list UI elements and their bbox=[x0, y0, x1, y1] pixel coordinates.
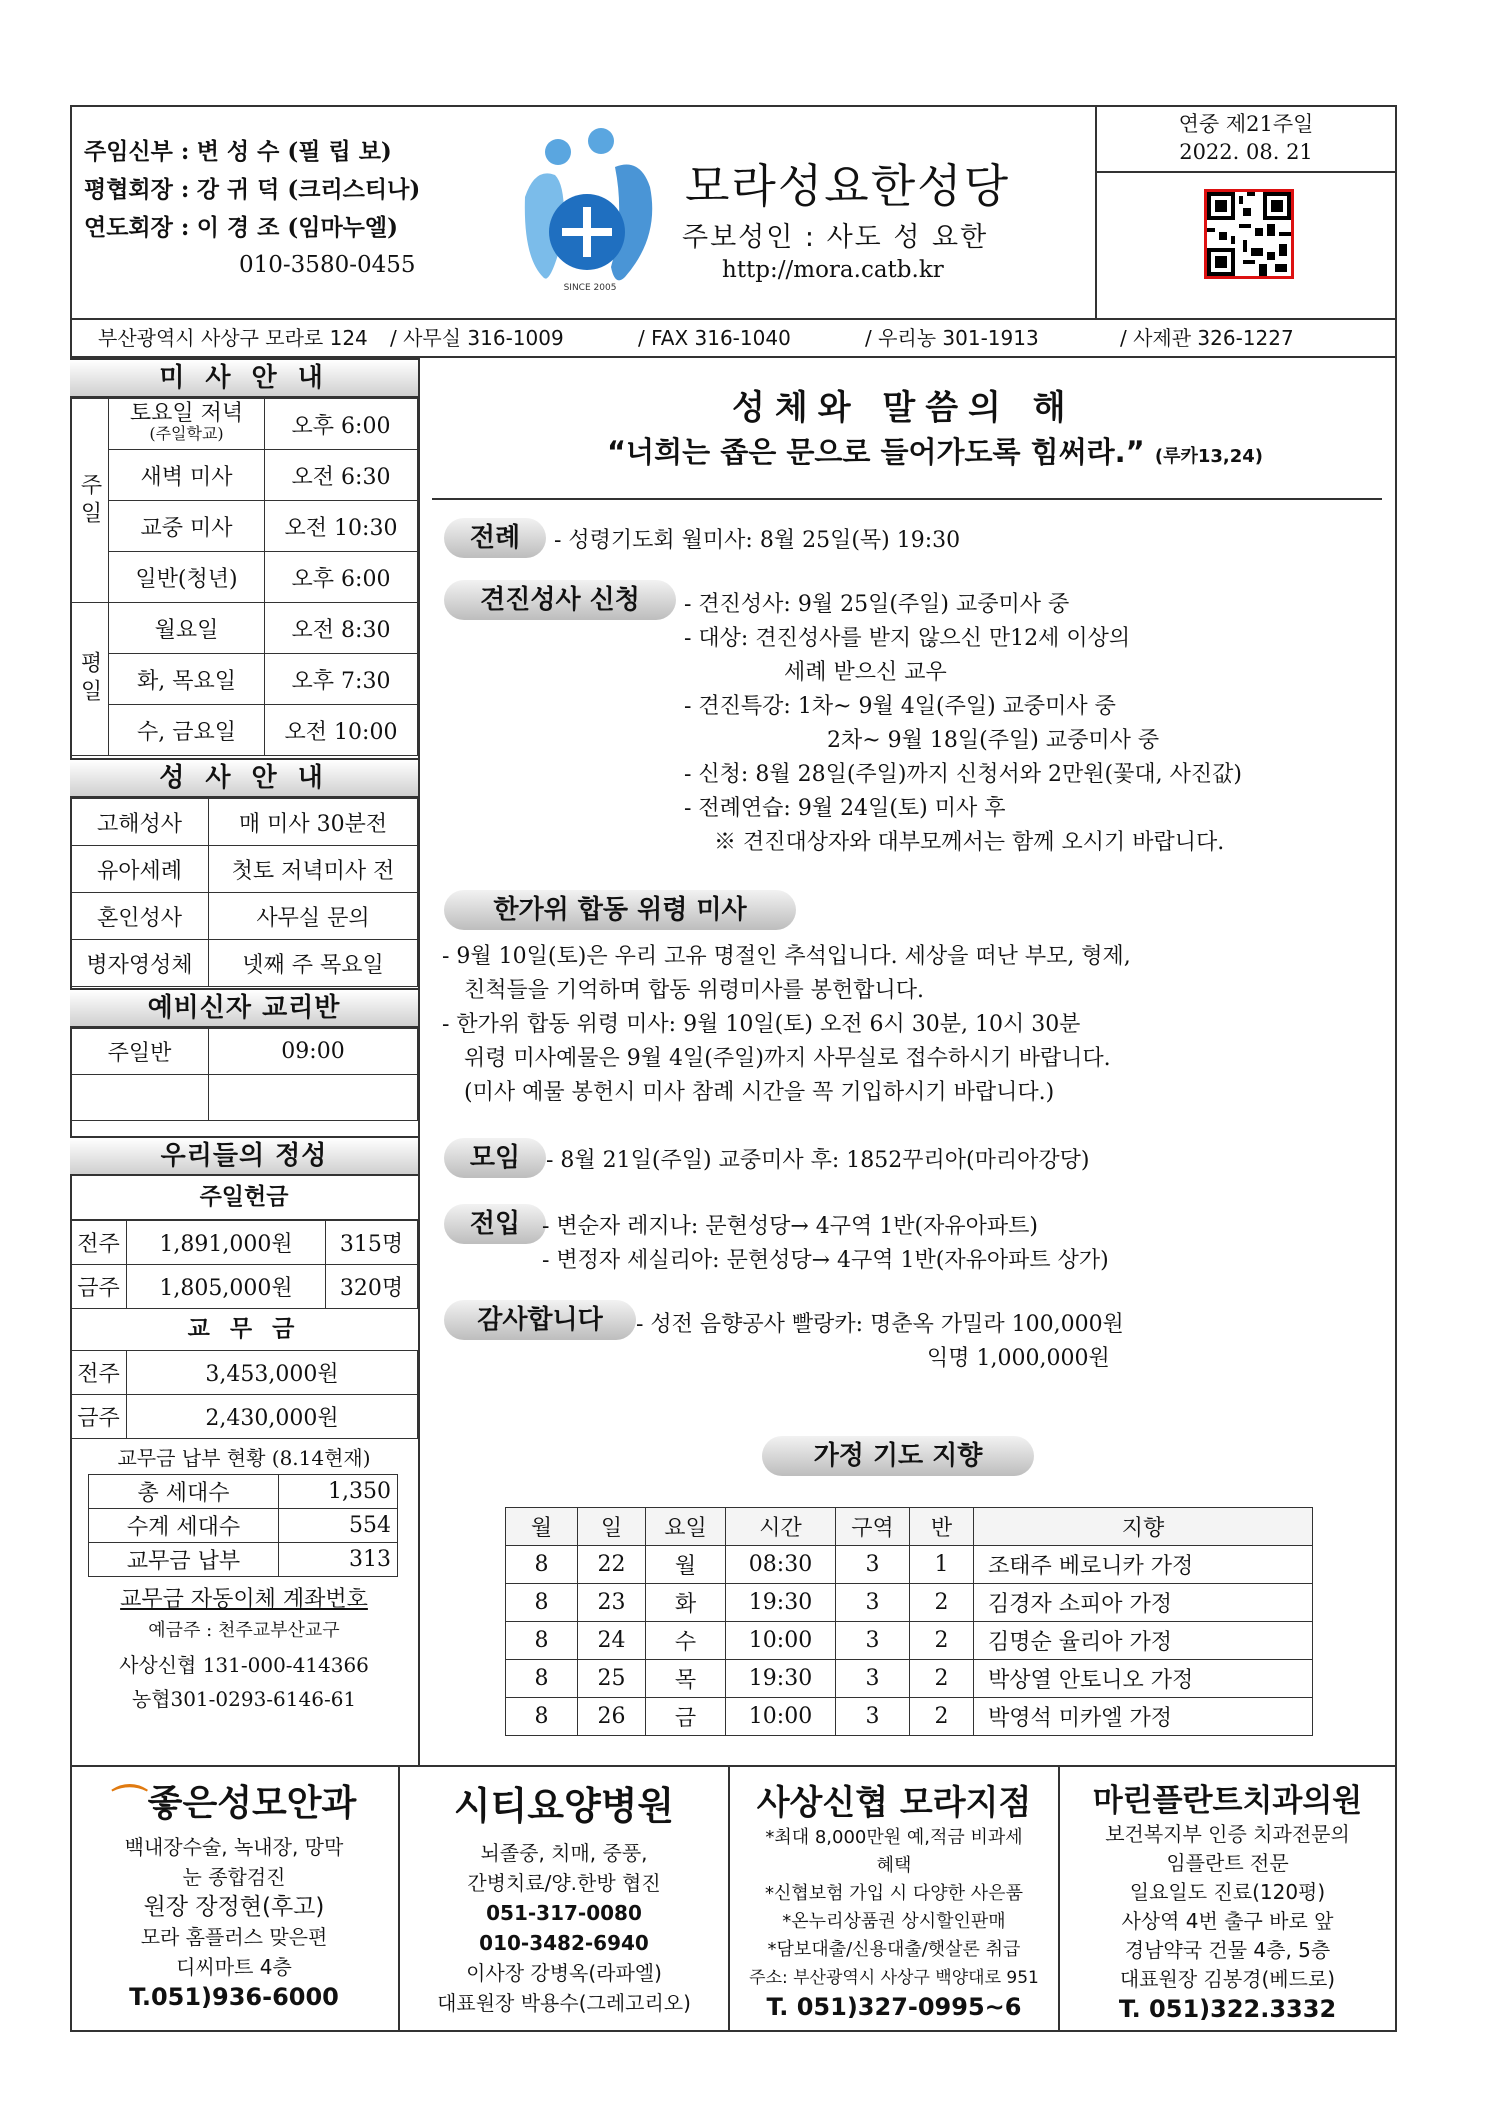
text-cell: T. 051)322.3332 bbox=[1118, 1995, 1337, 2023]
confirmation-line: - 견진특강: 1차~ 9월 4일(주일) 교중미사 중 bbox=[684, 694, 1116, 719]
meeting-line: - 8월 21일(주일) 교중미사 후: 1852꾸리아(마리아강당) bbox=[546, 1148, 1090, 1173]
text-cell: 3 bbox=[836, 1698, 910, 1736]
text-cell: T. 051)327-0995~6 bbox=[766, 1993, 1022, 2021]
text-cell: 315명 bbox=[326, 1221, 418, 1265]
text-cell: 사상신협 모라지점 bbox=[756, 1783, 1032, 1823]
mass-time: 오전 6:30 bbox=[265, 450, 418, 501]
section-liturgy-label: 전례 bbox=[444, 518, 546, 558]
table-row bbox=[506, 1660, 1313, 1698]
text-cell: 10:00 bbox=[726, 1622, 836, 1660]
text-cell: 23 bbox=[578, 1584, 646, 1622]
text-cell: 혼인성사 bbox=[71, 893, 209, 940]
mass-schedule-title: 미 사 안 내 bbox=[70, 358, 418, 398]
text-cell: 24 bbox=[578, 1622, 646, 1660]
text-cell: 3,453,000원 bbox=[127, 1351, 418, 1395]
text-cell: 매 미사 30분전 bbox=[209, 799, 418, 846]
transfer-line: - 변정자 세실리아: 문현성당→ 4구역 1반(자유아파트 상가) bbox=[542, 1248, 1109, 1273]
eye-clinic-logo-icon: ⌒ bbox=[111, 1783, 148, 1824]
text-cell: 19:30 bbox=[726, 1660, 836, 1698]
text-cell: 2,430,000원 bbox=[127, 1395, 418, 1439]
text-cell: 주임신부 : bbox=[84, 138, 190, 165]
catechumen-table bbox=[70, 1028, 418, 1121]
qr-area bbox=[1095, 173, 1395, 320]
text-cell: 지향 bbox=[974, 1508, 1313, 1546]
text-cell: 보건복지부 인증 치과전문의 bbox=[1105, 1822, 1350, 1846]
text-cell: 시티요양병원 bbox=[453, 1784, 675, 1828]
text-cell: 1,805,000원 bbox=[127, 1265, 326, 1309]
confirmation-line: - 신청: 8월 28일(주일)까지 신청서와 2만원(꽃대, 사진값) bbox=[684, 762, 1242, 787]
text-cell: 모라 홈플러스 맞은편 bbox=[140, 1925, 328, 1949]
text-cell: 변 성 수 (필 립 보) bbox=[196, 138, 392, 165]
mass-time: 오후 7:30 bbox=[265, 654, 418, 705]
address-office: / 사무실 316-1009 bbox=[390, 326, 564, 350]
patron-saint: 주보성인 : 사도 성 요한 bbox=[682, 222, 989, 253]
account-lines bbox=[70, 1614, 418, 1716]
text-cell: 원장 장정현(후고) bbox=[143, 1894, 325, 1920]
text-cell: 전주 bbox=[71, 1221, 127, 1265]
text-cell: 요일 bbox=[646, 1508, 726, 1546]
confirmation-line: 2차~ 9월 18일(주일) 교중미사 중 bbox=[827, 728, 1160, 753]
left-column bbox=[70, 358, 420, 1765]
text-cell: 010-3482-6940 bbox=[479, 1931, 649, 1955]
text-cell: 2 bbox=[910, 1698, 974, 1736]
text-cell: 병자영성체 bbox=[71, 940, 209, 987]
text-cell: 혜택 bbox=[876, 1855, 912, 1876]
staff-row bbox=[84, 133, 420, 171]
text-cell: 1,350 bbox=[279, 1475, 398, 1509]
memorial-line: - 9월 10일(토)은 우리 고유 명절인 추석입니다. 세상을 떠난 부모, 형제, bbox=[442, 944, 1131, 969]
parish-url[interactable]: http://mora.catb.kr bbox=[722, 257, 944, 283]
ad-dental-clinic bbox=[1060, 1767, 1395, 2032]
text-cell: 임플란트 전문 bbox=[1166, 1851, 1289, 1875]
text-cell: 월요일 bbox=[109, 603, 265, 654]
table-row bbox=[506, 1698, 1313, 1736]
text-cell: 백내장수술, 녹내장, 망막 bbox=[124, 1835, 344, 1859]
address-fax: / FAX 316-1040 bbox=[638, 326, 791, 350]
prayer-table bbox=[505, 1507, 1313, 1736]
logo-since-text: SINCE 2005 bbox=[563, 283, 617, 293]
text-cell: 주일반 bbox=[71, 1029, 209, 1075]
thanks-line: - 성전 음향공사 빨랑카: 명춘옥 가밀라 100,000원 bbox=[636, 1312, 1124, 1337]
text-cell: 8 bbox=[506, 1546, 578, 1584]
text-cell: 08:30 bbox=[726, 1546, 836, 1584]
text-cell: 김경자 소피아 가정 bbox=[974, 1584, 1313, 1622]
table-row bbox=[506, 1546, 1313, 1584]
section-transfer-label: 전입 bbox=[444, 1204, 546, 1244]
text-cell: 수 bbox=[646, 1622, 726, 1660]
gospel-quote bbox=[607, 430, 1263, 471]
text-cell: 조태주 베로니카 가정 bbox=[974, 1546, 1313, 1584]
ad-eye-clinic bbox=[70, 1767, 400, 2032]
text-cell: 554 bbox=[279, 1509, 398, 1543]
weekday-label: 평일 bbox=[71, 603, 109, 756]
text-cell: 박영석 미카엘 가정 bbox=[974, 1698, 1313, 1736]
staff-row bbox=[84, 209, 420, 247]
text-cell: 경남약국 건물 4층, 5층 bbox=[1124, 1938, 1331, 1962]
text-cell: 뇌졸중, 치매, 중풍, bbox=[480, 1841, 648, 1865]
text-cell: 유아세례 bbox=[71, 846, 209, 893]
text-cell: 주소: 부산광역시 사상구 백양대로 951 bbox=[749, 1968, 1039, 1988]
text-cell: 10:00 bbox=[726, 1698, 836, 1736]
mass-schedule-table bbox=[70, 398, 418, 756]
memorial-line: 친척들을 기억하며 합동 위령미사를 봉헌합니다. bbox=[464, 978, 925, 1003]
account-title: 교무금 자동이체 계좌번호 bbox=[120, 1587, 368, 1612]
text-cell: 1 bbox=[910, 1546, 974, 1584]
text-cell: 마린플란트치과의원 bbox=[1092, 1783, 1363, 1819]
text-cell: 금주 bbox=[71, 1265, 127, 1309]
text-cell: 2 bbox=[910, 1584, 974, 1622]
ad-city-hospital bbox=[400, 1767, 730, 2032]
text-cell: 19:30 bbox=[726, 1584, 836, 1622]
address-bar bbox=[70, 320, 1397, 358]
text-cell: 고해성사 bbox=[71, 799, 209, 846]
text-cell: 8 bbox=[506, 1584, 578, 1622]
address-street: 부산광역시 사상구 모라로 124 bbox=[98, 326, 368, 350]
text-cell: 예금주 : 천주교부산교구 bbox=[148, 1620, 340, 1641]
text-cell: 3 bbox=[836, 1584, 910, 1622]
text-cell: 이 경 조 (임마누엘) bbox=[196, 214, 399, 241]
sunday-offering-title: 주일헌금 bbox=[70, 1176, 418, 1220]
text-cell: 좋은성모안과 bbox=[147, 1783, 357, 1824]
text-cell: 새벽 미사 bbox=[109, 450, 265, 501]
text-cell: 8 bbox=[506, 1660, 578, 1698]
date-box bbox=[1095, 105, 1395, 173]
offering-title: 우리들의 정성 bbox=[70, 1136, 418, 1176]
text-cell: 시간 bbox=[726, 1508, 836, 1546]
text-cell: 눈 종합검진 bbox=[182, 1865, 286, 1889]
staff-list bbox=[84, 133, 420, 284]
table-row bbox=[506, 1622, 1313, 1660]
text-cell: 3 bbox=[836, 1546, 910, 1584]
catechumen-title: 예비신자 교리반 bbox=[70, 988, 418, 1028]
text-cell: 25 bbox=[578, 1660, 646, 1698]
text-cell: 사무실 문의 bbox=[209, 893, 418, 940]
text-cell: 8 bbox=[506, 1622, 578, 1660]
confirmation-line: - 대상: 견진성사를 받지 않으신 만12세 이상의 bbox=[684, 626, 1131, 651]
text-cell: 전주 bbox=[71, 1351, 127, 1395]
mass-time: 오전 10:00 bbox=[265, 705, 418, 756]
divider bbox=[432, 498, 1382, 500]
address-rectory: / 사제관 326-1227 bbox=[1120, 326, 1294, 350]
text-cell: T.051)936-6000 bbox=[129, 1983, 339, 2011]
text-cell: 일요일도 진료(120평) bbox=[1129, 1880, 1326, 1904]
parish-name: 모라성요한성당 bbox=[685, 159, 1011, 213]
dues-title: 교 무 금 bbox=[187, 1316, 301, 1342]
section-thanks-label: 감사합니다 bbox=[444, 1300, 636, 1340]
text-cell: 2 bbox=[910, 1622, 974, 1660]
confirmation-line: - 견진성사: 9월 25일(주일) 교중미사 중 bbox=[684, 592, 1070, 617]
confirmation-line: ※ 견진대상자와 대부모께서는 함께 오시기 바랍니다. bbox=[714, 830, 1225, 855]
table-row bbox=[506, 1584, 1313, 1622]
text-cell: 수, 금요일 bbox=[109, 705, 265, 756]
text-cell: “너희는 좁은 문으로 들어가도록 힘써라.” bbox=[607, 435, 1145, 469]
text-cell: 일반(청년) bbox=[109, 552, 265, 603]
text-cell: 박상열 안토니오 가정 bbox=[974, 1660, 1313, 1698]
dues-table bbox=[70, 1350, 418, 1439]
text-cell: 이사장 강병옥(라파엘) bbox=[466, 1961, 662, 1985]
text-cell: 313 bbox=[279, 1543, 398, 1577]
parish-logo bbox=[515, 127, 665, 295]
text-cell: 2 bbox=[910, 1660, 974, 1698]
text-cell: 051-317-0080 bbox=[486, 1901, 642, 1925]
memorial-line: 위령 미사예물은 9월 4일(주일)까지 사무실로 접수하시기 바랍니다. bbox=[464, 1046, 1111, 1071]
thanks-line: 익명 1,000,000원 bbox=[927, 1346, 1110, 1371]
text-cell: 반 bbox=[910, 1508, 974, 1546]
text-cell: 총 세대수 bbox=[89, 1475, 279, 1509]
ad-credit-union bbox=[730, 1767, 1060, 2032]
sunday-offering-table bbox=[70, 1220, 418, 1309]
section-confirmation-label: 견진성사 신청 bbox=[444, 580, 676, 620]
text-cell: 금주 bbox=[71, 1395, 127, 1439]
advertisements bbox=[70, 1765, 1397, 2032]
mass-time: 오후 6:00 bbox=[265, 399, 418, 450]
text-cell: 교무금 납부 bbox=[89, 1543, 279, 1577]
staff-phone: 010-3580-0455 bbox=[239, 252, 416, 278]
text-cell: *최대 8,000만원 예,적금 비과세 bbox=[765, 1827, 1023, 1848]
mass-time: 오전 10:30 bbox=[265, 501, 418, 552]
text-cell: 26 bbox=[578, 1698, 646, 1736]
text-cell: 사상신협 131-000-414366 bbox=[119, 1653, 369, 1677]
liturgy-line: - 성령기도회 월미사: 8월 25일(목) 19:30 bbox=[554, 528, 961, 553]
sacrament-title: 성 사 안 내 bbox=[70, 758, 418, 798]
text-cell: *담보대출/신용대출/햇살론 취급 bbox=[767, 1939, 1021, 1960]
text-cell: 평협회장 : bbox=[84, 176, 190, 203]
text-cell: 1,891,000원 bbox=[127, 1221, 326, 1265]
text-cell: 넷째 주 목요일 bbox=[209, 940, 418, 987]
text-cell: *신협보험 가입 시 다양한 사은품 bbox=[765, 1883, 1023, 1904]
memorial-line: (미사 예물 봉헌시 미사 참례 시간을 꼭 기입하시기 바랍니다.) bbox=[464, 1080, 1055, 1105]
text-cell: 월 bbox=[506, 1508, 578, 1546]
text-cell: 320명 bbox=[326, 1265, 418, 1309]
text-cell: 교중 미사 bbox=[109, 501, 265, 552]
confirmation-line: - 전례연습: 9월 24일(토) 미사 후 bbox=[684, 796, 1006, 821]
text-cell: 3 bbox=[836, 1660, 910, 1698]
dues-status-table bbox=[88, 1474, 398, 1577]
text-cell: 월 bbox=[646, 1546, 726, 1584]
text-cell: 화, 목요일 bbox=[109, 654, 265, 705]
section-meeting-label: 모임 bbox=[444, 1138, 546, 1178]
text-cell: *온누리상품권 상시할인판매 bbox=[782, 1911, 1006, 1932]
text-cell: 일 bbox=[578, 1508, 646, 1546]
text-cell: 수계 세대수 bbox=[89, 1509, 279, 1543]
staff-row bbox=[84, 171, 420, 209]
text-cell: 22 bbox=[578, 1546, 646, 1584]
text-cell: 첫토 저녁미사 전 bbox=[209, 846, 418, 893]
bulletin-header bbox=[70, 105, 1397, 320]
text-cell: (루카13,24) bbox=[1154, 446, 1264, 467]
transfer-line: - 변순자 레지나: 문현성당→ 4구역 1반(자유아파트) bbox=[542, 1214, 1038, 1239]
confirmation-line: 세례 받으신 교우 bbox=[784, 660, 947, 685]
text-cell: 3 bbox=[836, 1622, 910, 1660]
text-cell: 대표원장 박용수(그레고리오) bbox=[437, 1991, 691, 2015]
bulletin-date: 2022. 08. 21 bbox=[1179, 140, 1313, 164]
text-cell: 목 bbox=[646, 1660, 726, 1698]
text-cell: 연도회장 : bbox=[84, 214, 190, 241]
mass-time: 오전 8:30 bbox=[265, 603, 418, 654]
dues-status-title: 교무금 납부 현황 (8.14현재) bbox=[117, 1446, 371, 1470]
prayer-title: 가정 기도 지향 bbox=[762, 1436, 1034, 1476]
liturgical-week: 연중 제21주일 bbox=[1178, 112, 1314, 136]
qr-code-icon[interactable] bbox=[1204, 189, 1294, 279]
year-title: 성체와 말씀의 해 bbox=[732, 388, 1076, 428]
text-cell: 간병치료/양.한방 협진 bbox=[467, 1871, 661, 1895]
sacrament-table bbox=[70, 798, 418, 987]
memorial-line: - 한가위 합동 위령 미사: 9월 10일(토) 오전 6시 30분, 10시 30분 bbox=[442, 1012, 1081, 1037]
mass-time: 오후 6:00 bbox=[265, 552, 418, 603]
section-memorial-label: 한가위 합동 위령 미사 bbox=[444, 890, 796, 930]
sunday-label: 주일 bbox=[71, 399, 109, 603]
text-cell: 대표원장 김봉경(베드로) bbox=[1119, 1967, 1336, 1991]
text-cell: 금 bbox=[646, 1698, 726, 1736]
text-cell: 토요일 저녁 bbox=[129, 401, 244, 426]
text-cell: 화 bbox=[646, 1584, 726, 1622]
address-wooriNong: / 우리농 301-1913 bbox=[865, 326, 1039, 350]
text-cell: 구역 bbox=[836, 1508, 910, 1546]
text-cell: 8 bbox=[506, 1698, 578, 1736]
text-cell: (주일학교) bbox=[149, 424, 224, 443]
text-cell: 강 귀 덕 (크리스티나) bbox=[196, 176, 421, 203]
text-cell: 사상역 4번 출구 바로 앞 bbox=[1121, 1909, 1334, 1933]
text-cell: 09:00 bbox=[209, 1029, 418, 1075]
text-cell: 농협301-0293-6146-61 bbox=[131, 1687, 357, 1711]
text-cell: 디씨마트 4층 bbox=[176, 1955, 292, 1979]
text-cell: 김명순 율리아 가정 bbox=[974, 1622, 1313, 1660]
